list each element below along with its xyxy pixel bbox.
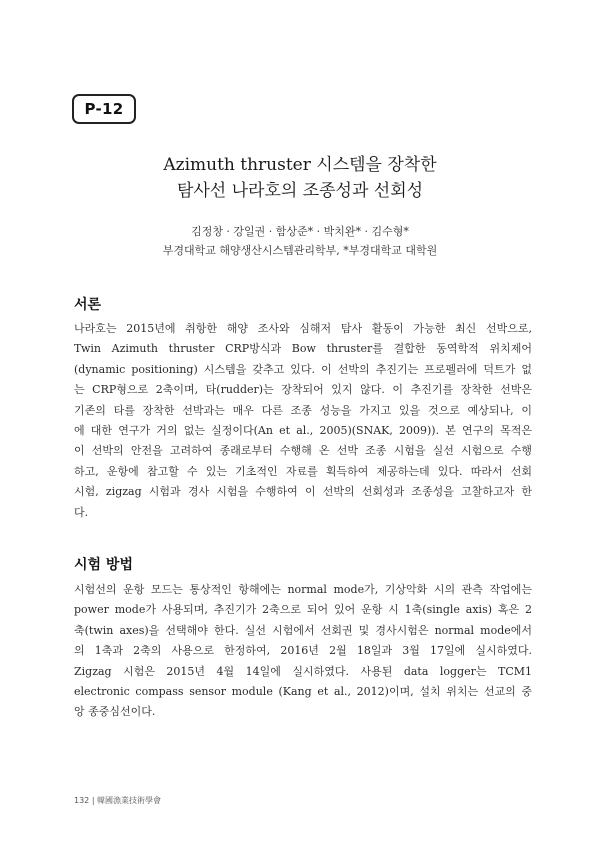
author-list: 김정창 · 강일권 · 함상준* · 박치완* · 김수형* bbox=[191, 225, 409, 238]
paper-title-line-2: 탐사선 나라호의 조종성과 선회성 bbox=[176, 181, 424, 201]
section-heading-introduction: 서론 bbox=[74, 297, 102, 313]
paragraph-line: 의 1축과 2축의 사용으로 한정하여, 2016년 2월 18일과 3월 17일에 실시하였다. bbox=[74, 644, 532, 658]
paragraph-line: 축(twin axes)을 선택해야 한다. 실선 시험에서 선회권 및 경사시험은 normal mode에서 bbox=[74, 623, 532, 637]
paragraph-line: 하고, 운항에 참고할 수 있는 기초적인 자료를 획득하여 제공하는데 있다. 따라서 선회 bbox=[74, 464, 532, 478]
paragraph-line: 는 CRP형으로 2축이며, 타(rudder)는 장착되어 있지 않다. 이 추진기를 장착한 선박은 bbox=[74, 383, 532, 397]
paragraph-line: 나라호는 2015년에 취항한 해양 조사와 심해저 탐사 활동이 가능한 최신 선박으로, bbox=[74, 322, 532, 335]
poster-number-badge: P-12 bbox=[72, 94, 136, 124]
paragraph-line: electronic compass sensor module (Kang et al., 2012)이며, 설치 위치는 선교의 중 bbox=[74, 685, 532, 698]
paragraph-line: 다. bbox=[74, 505, 89, 519]
paragraph-line: Zigzag 시험은 2015년 4월 14일에 실시하였다. 사용된 data logger는 TCM1 bbox=[74, 664, 532, 678]
paper-title-line-1: Azimuth thruster 시스템을 장착한 bbox=[163, 155, 437, 175]
paragraph-line: 시험선의 운항 모드는 통상적인 항해에는 normal mode가, 기상악화 시의 관측 작업에는 bbox=[74, 583, 532, 596]
paragraph-line: 시험, zigzag 시험과 경사 시험을 수행하여 이 선박의 선회성과 조종성을 고찰하고자 한 bbox=[74, 485, 532, 499]
page-footer: 132 | 韓國漁業技術學會 bbox=[74, 796, 162, 805]
paragraph-line: (dynamic positioning) 시스템을 갖추고 있다. 이 선박의 추진기는 프로펠러에 덕트가 없 bbox=[74, 362, 532, 376]
paragraph-line: power mode가 사용되며, 추진기가 2축으로 되어 있어 운항 시 1축(single axis) 혹은 2 bbox=[74, 603, 532, 617]
paragraph-line: 기존의 타를 장착한 선박과는 매우 다른 조종 성능을 가지고 있을 것으로 예상되나, 이 bbox=[74, 403, 532, 417]
paragraph-line: 에 대한 연구가 거의 없는 실정이다(An et al., 2005)(SNAK, 2009)). 본 연구의 목적은 bbox=[74, 424, 532, 437]
paragraph-line: 이 선박의 안전을 고려하여 종래로부터 수행해 온 선박 조종 시험을 실선 시험으로 수행 bbox=[74, 444, 532, 458]
paragraph-line: 앙 종중심선이다. bbox=[74, 705, 156, 719]
author-affiliation: 부경대학교 해양생산시스템관리학부, *부경대학교 대학원 bbox=[162, 244, 438, 257]
paragraph-line: Twin Azimuth thruster CRP방식과 Bow thruster를 결합한 동역학적 위치제어 bbox=[74, 342, 532, 356]
section-heading-methods: 시험 방법 bbox=[74, 557, 133, 573]
